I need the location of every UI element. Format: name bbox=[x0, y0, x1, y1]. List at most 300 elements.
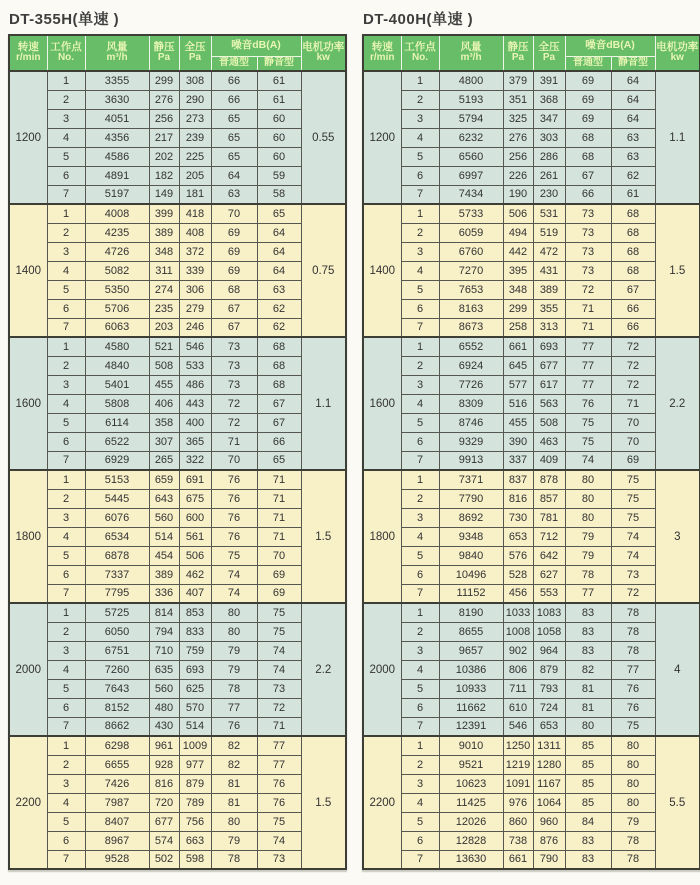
cell-point-no: 2 bbox=[401, 356, 439, 375]
table-row bbox=[9, 147, 346, 166]
table-row bbox=[363, 755, 700, 774]
cell-noise-normal: 85 bbox=[565, 793, 611, 812]
cell-noise-normal: 69 bbox=[211, 223, 257, 242]
cell-air-volume: 11152 bbox=[439, 584, 503, 603]
table-row bbox=[9, 603, 346, 622]
cell-point-no: 4 bbox=[401, 394, 439, 413]
cell-total-pressure: 533 bbox=[179, 356, 211, 375]
cell-static-pressure: 577 bbox=[503, 375, 533, 394]
cell-total-pressure: 712 bbox=[533, 527, 565, 546]
cell-noise-quiet: 64 bbox=[257, 261, 301, 280]
cell-noise-normal: 68 bbox=[211, 280, 257, 299]
cell-total-pressure: 675 bbox=[179, 489, 211, 508]
cell-static-pressure: 661 bbox=[503, 850, 533, 869]
cell-point-no: 6 bbox=[47, 166, 85, 185]
cell-point-no: 5 bbox=[47, 413, 85, 432]
cell-static-pressure: 738 bbox=[503, 831, 533, 850]
col-static-header bbox=[503, 35, 533, 71]
cell-noise-quiet: 64 bbox=[257, 242, 301, 261]
fan-table-dt400h bbox=[362, 6, 700, 870]
cell-noise-normal: 66 bbox=[211, 90, 257, 109]
cell-noise-normal: 69 bbox=[565, 90, 611, 109]
cell-point-no: 3 bbox=[401, 641, 439, 660]
cell-point-no: 7 bbox=[47, 451, 85, 470]
cell-noise-normal: 77 bbox=[565, 356, 611, 375]
cell-air-volume: 8190 bbox=[439, 603, 503, 622]
table-body bbox=[9, 71, 346, 869]
cell-air-volume: 8152 bbox=[85, 698, 149, 717]
cell-air-volume: 5808 bbox=[85, 394, 149, 413]
table-row bbox=[9, 470, 346, 489]
table-row bbox=[363, 508, 700, 527]
cell-noise-quiet: 73 bbox=[257, 850, 301, 869]
cell-noise-normal: 78 bbox=[211, 850, 257, 869]
cell-noise-quiet: 75 bbox=[611, 508, 655, 527]
cell-static-pressure: 390 bbox=[503, 432, 533, 451]
cell-static-pressure: 837 bbox=[503, 470, 533, 489]
cell-static-pressure: 265 bbox=[149, 451, 179, 470]
cell-noise-quiet: 67 bbox=[611, 280, 655, 299]
cell-air-volume: 6076 bbox=[85, 508, 149, 527]
cell-total-pressure: 960 bbox=[533, 812, 565, 831]
cell-total-pressure: 514 bbox=[179, 717, 211, 736]
header-label: 电机功率 bbox=[656, 41, 699, 54]
header-label: 工作点 bbox=[50, 41, 82, 54]
cell-static-pressure: 274 bbox=[149, 280, 179, 299]
cell-total-pressure: 246 bbox=[179, 318, 211, 337]
table-row bbox=[9, 394, 346, 413]
cell-point-no: 7 bbox=[47, 318, 85, 337]
cell-noise-normal: 73 bbox=[565, 223, 611, 242]
table-row bbox=[9, 242, 346, 261]
cell-total-pressure: 365 bbox=[179, 432, 211, 451]
cell-static-pressure: 442 bbox=[503, 242, 533, 261]
cell-noise-normal: 76 bbox=[211, 470, 257, 489]
cell-total-pressure: 290 bbox=[179, 90, 211, 109]
cell-noise-quiet: 69 bbox=[257, 565, 301, 584]
header-unit: Pa bbox=[157, 52, 171, 64]
cell-air-volume: 7260 bbox=[85, 660, 149, 679]
cell-point-no: 6 bbox=[401, 831, 439, 850]
cell-static-pressure: 635 bbox=[149, 660, 179, 679]
table-row bbox=[9, 166, 346, 185]
cell-noise-normal: 83 bbox=[565, 850, 611, 869]
cell-noise-quiet: 69 bbox=[257, 584, 301, 603]
rpm-cell: 2200 bbox=[363, 736, 401, 869]
cell-air-volume: 9010 bbox=[439, 736, 503, 755]
cell-static-pressure: 358 bbox=[149, 413, 179, 432]
cell-total-pressure: 1064 bbox=[533, 793, 565, 812]
table-row bbox=[9, 90, 346, 109]
table-title: DT-400H(单速 ) bbox=[363, 11, 474, 28]
rpm-cell: 1600 bbox=[9, 337, 47, 470]
cell-static-pressure: 677 bbox=[149, 812, 179, 831]
cell-total-pressure: 400 bbox=[179, 413, 211, 432]
cell-static-pressure: 720 bbox=[149, 793, 179, 812]
cell-total-pressure: 1167 bbox=[533, 774, 565, 793]
cell-air-volume: 11425 bbox=[439, 793, 503, 812]
cell-air-volume: 6534 bbox=[85, 527, 149, 546]
cell-static-pressure: 311 bbox=[149, 261, 179, 280]
header-unit: Pa bbox=[188, 52, 202, 64]
cell-total-pressure: 546 bbox=[179, 337, 211, 356]
cell-noise-quiet: 68 bbox=[257, 375, 301, 394]
table-row bbox=[9, 565, 346, 584]
cell-air-volume: 9329 bbox=[439, 432, 503, 451]
cell-point-no: 5 bbox=[401, 147, 439, 166]
col-noise-quiet-header: 静音型 bbox=[611, 56, 655, 71]
header-unit: m³/h bbox=[460, 52, 482, 64]
cell-noise-normal: 80 bbox=[565, 508, 611, 527]
cell-static-pressure: 730 bbox=[503, 508, 533, 527]
table-row bbox=[363, 280, 700, 299]
table-row bbox=[363, 831, 700, 850]
header-unit: Pa bbox=[511, 52, 525, 64]
cell-point-no: 1 bbox=[401, 736, 439, 755]
cell-static-pressure: 307 bbox=[149, 432, 179, 451]
rpm-cell: 2200 bbox=[9, 736, 47, 869]
cell-noise-normal: 79 bbox=[211, 831, 257, 850]
cell-noise-normal: 70 bbox=[211, 204, 257, 223]
cell-noise-quiet: 68 bbox=[257, 356, 301, 375]
cell-air-volume: 9521 bbox=[439, 755, 503, 774]
table-row bbox=[9, 432, 346, 451]
cell-noise-quiet: 71 bbox=[611, 394, 655, 413]
cell-air-volume: 10623 bbox=[439, 774, 503, 793]
cell-noise-quiet: 77 bbox=[257, 736, 301, 755]
cell-static-pressure: 406 bbox=[149, 394, 179, 413]
cell-total-pressure: 313 bbox=[533, 318, 565, 337]
cell-static-pressure: 256 bbox=[149, 109, 179, 128]
cell-total-pressure: 407 bbox=[179, 584, 211, 603]
cell-noise-quiet: 75 bbox=[257, 603, 301, 622]
cell-total-pressure: 273 bbox=[179, 109, 211, 128]
cell-noise-quiet: 73 bbox=[611, 565, 655, 584]
cell-point-no: 7 bbox=[47, 850, 85, 869]
table-row bbox=[9, 318, 346, 337]
cell-total-pressure: 600 bbox=[179, 508, 211, 527]
cell-noise-quiet: 75 bbox=[611, 489, 655, 508]
cell-total-pressure: 418 bbox=[179, 204, 211, 223]
cell-air-volume: 9528 bbox=[85, 850, 149, 869]
cell-static-pressure: 226 bbox=[503, 166, 533, 185]
cell-point-no: 1 bbox=[47, 337, 85, 356]
cell-total-pressure: 1009 bbox=[179, 736, 211, 755]
cell-air-volume: 4051 bbox=[85, 109, 149, 128]
col-point-header bbox=[401, 35, 439, 71]
table-row bbox=[9, 413, 346, 432]
cell-total-pressure: 391 bbox=[533, 71, 565, 90]
cell-total-pressure: 1311 bbox=[533, 736, 565, 755]
cell-static-pressure: 276 bbox=[149, 90, 179, 109]
cell-noise-normal: 80 bbox=[565, 717, 611, 736]
cell-noise-quiet: 61 bbox=[257, 90, 301, 109]
cell-noise-normal: 77 bbox=[565, 584, 611, 603]
cell-point-no: 4 bbox=[47, 128, 85, 147]
rpm-cell: 1400 bbox=[363, 204, 401, 337]
cell-noise-quiet: 67 bbox=[257, 413, 301, 432]
cell-static-pressure: 299 bbox=[149, 71, 179, 90]
cell-air-volume: 7987 bbox=[85, 793, 149, 812]
cell-noise-quiet: 76 bbox=[257, 793, 301, 812]
cell-air-volume: 5350 bbox=[85, 280, 149, 299]
cell-noise-quiet: 65 bbox=[257, 451, 301, 470]
cell-air-volume: 8309 bbox=[439, 394, 503, 413]
col-volume-header bbox=[85, 35, 149, 71]
cell-air-volume: 3355 bbox=[85, 71, 149, 90]
cell-total-pressure: 857 bbox=[533, 489, 565, 508]
cell-air-volume: 9840 bbox=[439, 546, 503, 565]
cell-point-no: 2 bbox=[47, 90, 85, 109]
header-label: 全压 bbox=[184, 41, 206, 54]
cell-noise-quiet: 74 bbox=[257, 831, 301, 850]
cell-static-pressure: 576 bbox=[503, 546, 533, 565]
col-power-header bbox=[655, 35, 700, 71]
table-row bbox=[363, 489, 700, 508]
cell-air-volume: 12391 bbox=[439, 717, 503, 736]
cell-air-volume: 7643 bbox=[85, 679, 149, 698]
cell-static-pressure: 502 bbox=[149, 850, 179, 869]
cell-total-pressure: 1058 bbox=[533, 622, 565, 641]
cell-static-pressure: 182 bbox=[149, 166, 179, 185]
cell-noise-quiet: 66 bbox=[257, 432, 301, 451]
cell-air-volume: 7337 bbox=[85, 565, 149, 584]
cell-point-no: 4 bbox=[47, 793, 85, 812]
cell-air-volume: 7795 bbox=[85, 584, 149, 603]
cell-noise-quiet: 76 bbox=[257, 774, 301, 793]
col-noise-header: 噪音dB(A) bbox=[211, 35, 301, 56]
cell-noise-quiet: 61 bbox=[257, 71, 301, 90]
rpm-cell: 1200 bbox=[9, 71, 47, 204]
cell-air-volume: 4891 bbox=[85, 166, 149, 185]
cell-air-volume: 7653 bbox=[439, 280, 503, 299]
cell-point-no: 7 bbox=[401, 318, 439, 337]
table-row bbox=[363, 299, 700, 318]
table-row bbox=[363, 318, 700, 337]
cell-point-no: 7 bbox=[401, 185, 439, 204]
header-unit: r/min bbox=[370, 52, 395, 64]
table-row bbox=[363, 242, 700, 261]
cell-noise-normal: 73 bbox=[565, 242, 611, 261]
cell-noise-quiet: 63 bbox=[611, 128, 655, 147]
cell-noise-normal: 75 bbox=[565, 432, 611, 451]
cell-static-pressure: 217 bbox=[149, 128, 179, 147]
table-row bbox=[9, 641, 346, 660]
cell-noise-normal: 75 bbox=[565, 413, 611, 432]
header-label: 转速 bbox=[17, 41, 39, 54]
cell-air-volume: 6997 bbox=[439, 166, 503, 185]
rpm-cell: 1800 bbox=[363, 470, 401, 603]
cell-air-volume: 13630 bbox=[439, 850, 503, 869]
table-row bbox=[9, 793, 346, 812]
cell-noise-normal: 80 bbox=[211, 603, 257, 622]
col-volume-header bbox=[439, 35, 503, 71]
table-row bbox=[363, 337, 700, 356]
cell-point-no: 5 bbox=[401, 546, 439, 565]
cell-static-pressure: 653 bbox=[503, 527, 533, 546]
cell-noise-normal: 72 bbox=[211, 413, 257, 432]
cell-air-volume: 6751 bbox=[85, 641, 149, 660]
cell-static-pressure: 560 bbox=[149, 679, 179, 698]
table-row bbox=[363, 261, 700, 280]
header-unit: kw bbox=[316, 52, 330, 64]
cell-static-pressure: 494 bbox=[503, 223, 533, 242]
table-row bbox=[9, 831, 346, 850]
cell-noise-quiet: 63 bbox=[611, 147, 655, 166]
cell-point-no: 1 bbox=[401, 603, 439, 622]
cell-static-pressure: 336 bbox=[149, 584, 179, 603]
cell-total-pressure: 642 bbox=[533, 546, 565, 565]
cell-total-pressure: 409 bbox=[533, 451, 565, 470]
power-cell: 0.55 bbox=[301, 71, 346, 204]
cell-noise-normal: 77 bbox=[211, 698, 257, 717]
cell-noise-quiet: 75 bbox=[611, 470, 655, 489]
header-label: 全压 bbox=[538, 41, 560, 54]
rpm-cell: 2000 bbox=[9, 603, 47, 736]
cell-noise-normal: 69 bbox=[211, 242, 257, 261]
cell-total-pressure: 279 bbox=[179, 299, 211, 318]
cell-noise-normal: 79 bbox=[565, 527, 611, 546]
cell-static-pressure: 456 bbox=[503, 584, 533, 603]
cell-total-pressure: 472 bbox=[533, 242, 565, 261]
cell-air-volume: 8662 bbox=[85, 717, 149, 736]
cell-noise-quiet: 72 bbox=[611, 337, 655, 356]
cell-noise-quiet: 80 bbox=[611, 793, 655, 812]
header-unit: kw bbox=[670, 52, 684, 64]
cell-noise-quiet: 67 bbox=[257, 394, 301, 413]
cell-total-pressure: 878 bbox=[533, 470, 565, 489]
cell-static-pressure: 348 bbox=[503, 280, 533, 299]
cell-total-pressure: 964 bbox=[533, 641, 565, 660]
cell-total-pressure: 1083 bbox=[533, 603, 565, 622]
cell-total-pressure: 286 bbox=[533, 147, 565, 166]
cell-noise-quiet: 68 bbox=[611, 223, 655, 242]
table-row bbox=[363, 109, 700, 128]
cell-static-pressure: 546 bbox=[503, 717, 533, 736]
table-row bbox=[363, 622, 700, 641]
cell-noise-quiet: 64 bbox=[611, 71, 655, 90]
cell-air-volume: 11662 bbox=[439, 698, 503, 717]
cell-air-volume: 7726 bbox=[439, 375, 503, 394]
cell-static-pressure: 351 bbox=[503, 90, 533, 109]
cell-air-volume: 6063 bbox=[85, 318, 149, 337]
cell-total-pressure: 372 bbox=[179, 242, 211, 261]
header-label: 静压 bbox=[507, 41, 529, 54]
table-row bbox=[9, 71, 346, 90]
cell-noise-normal: 74 bbox=[565, 451, 611, 470]
header-label: 工作点 bbox=[404, 41, 436, 54]
cell-static-pressure: 389 bbox=[149, 223, 179, 242]
cell-static-pressure: 276 bbox=[503, 128, 533, 147]
cell-point-no: 6 bbox=[401, 432, 439, 451]
cell-air-volume: 7371 bbox=[439, 470, 503, 489]
cell-noise-normal: 81 bbox=[565, 679, 611, 698]
cell-air-volume: 8692 bbox=[439, 508, 503, 527]
cell-noise-normal: 69 bbox=[565, 109, 611, 128]
cell-static-pressure: 455 bbox=[503, 413, 533, 432]
cell-noise-normal: 76 bbox=[211, 527, 257, 546]
cell-point-no: 4 bbox=[401, 261, 439, 280]
table-row bbox=[363, 679, 700, 698]
cell-air-volume: 6232 bbox=[439, 128, 503, 147]
cell-point-no: 7 bbox=[47, 185, 85, 204]
cell-noise-normal: 65 bbox=[211, 147, 257, 166]
cell-static-pressure: 389 bbox=[149, 565, 179, 584]
cell-air-volume: 5445 bbox=[85, 489, 149, 508]
cell-noise-normal: 81 bbox=[565, 698, 611, 717]
cell-noise-quiet: 76 bbox=[611, 698, 655, 717]
cell-point-no: 1 bbox=[47, 736, 85, 755]
table-title: DT-355H(单速 ) bbox=[9, 11, 120, 28]
cell-point-no: 2 bbox=[47, 755, 85, 774]
cell-total-pressure: 625 bbox=[179, 679, 211, 698]
cell-static-pressure: 816 bbox=[149, 774, 179, 793]
cell-noise-normal: 81 bbox=[211, 793, 257, 812]
cell-total-pressure: 563 bbox=[533, 394, 565, 413]
cell-total-pressure: 833 bbox=[179, 622, 211, 641]
cell-point-no: 6 bbox=[47, 565, 85, 584]
cell-air-volume: 8655 bbox=[439, 622, 503, 641]
table-row bbox=[363, 413, 700, 432]
cell-point-no: 6 bbox=[401, 698, 439, 717]
cell-air-volume: 6655 bbox=[85, 755, 149, 774]
cell-noise-normal: 76 bbox=[211, 717, 257, 736]
cell-total-pressure: 339 bbox=[179, 261, 211, 280]
cell-point-no: 3 bbox=[401, 109, 439, 128]
cell-air-volume: 6059 bbox=[439, 223, 503, 242]
cell-noise-normal: 71 bbox=[565, 299, 611, 318]
rpm-cell: 2000 bbox=[363, 603, 401, 736]
power-cell: 3 bbox=[655, 470, 700, 603]
rpm-cell: 1800 bbox=[9, 470, 47, 603]
table-row bbox=[9, 280, 346, 299]
cell-air-volume: 6552 bbox=[439, 337, 503, 356]
cell-air-volume: 7790 bbox=[439, 489, 503, 508]
table-row bbox=[9, 489, 346, 508]
cell-static-pressure: 661 bbox=[503, 337, 533, 356]
cell-noise-quiet: 71 bbox=[257, 489, 301, 508]
cell-static-pressure: 348 bbox=[149, 242, 179, 261]
table-row bbox=[9, 185, 346, 204]
cell-noise-normal: 85 bbox=[565, 755, 611, 774]
cell-point-no: 3 bbox=[401, 508, 439, 527]
cell-noise-normal: 73 bbox=[211, 356, 257, 375]
cell-static-pressure: 643 bbox=[149, 489, 179, 508]
cell-point-no: 3 bbox=[47, 508, 85, 527]
header-unit: r/min bbox=[16, 52, 41, 64]
cell-static-pressure: 516 bbox=[503, 394, 533, 413]
cell-total-pressure: 368 bbox=[533, 90, 565, 109]
cell-air-volume: 6929 bbox=[85, 451, 149, 470]
cell-point-no: 4 bbox=[401, 128, 439, 147]
cell-air-volume: 10496 bbox=[439, 565, 503, 584]
cell-static-pressure: 190 bbox=[503, 185, 533, 204]
cell-point-no: 1 bbox=[47, 204, 85, 223]
table-row bbox=[363, 90, 700, 109]
cell-noise-normal: 72 bbox=[211, 394, 257, 413]
cell-noise-normal: 82 bbox=[565, 660, 611, 679]
col-noise-normal-header: 普通型 bbox=[211, 56, 257, 71]
cell-point-no: 1 bbox=[401, 204, 439, 223]
cell-noise-normal: 66 bbox=[565, 185, 611, 204]
cell-noise-quiet: 62 bbox=[611, 166, 655, 185]
cell-noise-normal: 70 bbox=[211, 451, 257, 470]
cell-static-pressure: 1008 bbox=[503, 622, 533, 641]
cell-point-no: 3 bbox=[47, 774, 85, 793]
table-row bbox=[9, 622, 346, 641]
cell-point-no: 7 bbox=[401, 850, 439, 869]
cell-noise-quiet: 74 bbox=[257, 660, 301, 679]
